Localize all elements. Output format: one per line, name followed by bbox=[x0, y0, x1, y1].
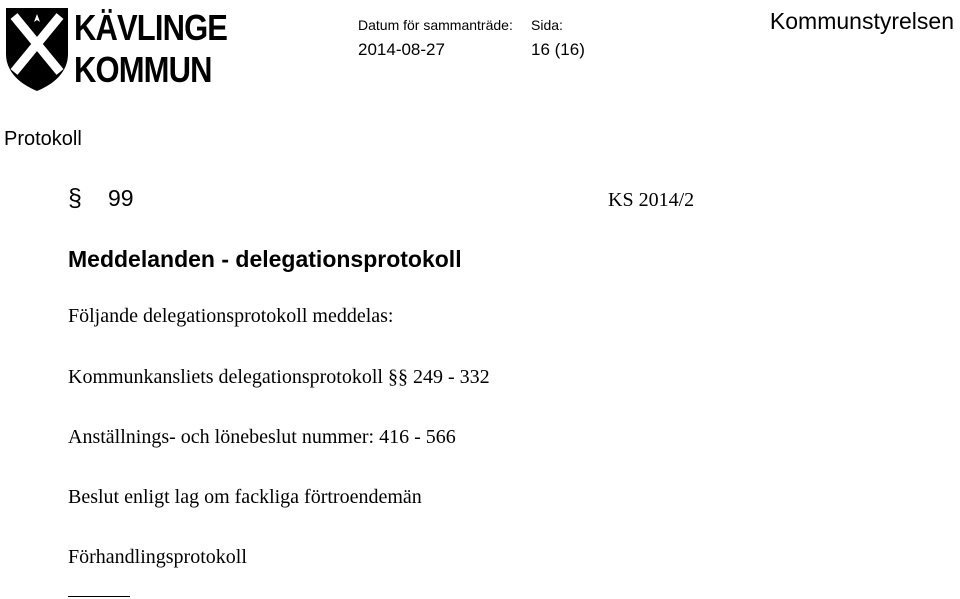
section-number: 99 bbox=[108, 185, 134, 211]
meeting-date-label: Datum för sammanträde: bbox=[358, 17, 513, 33]
body-line: Kommunkansliets delegationsprotokoll §§ 249 - 332 bbox=[68, 366, 490, 388]
committee-name: Kommunstyrelsen bbox=[769, 8, 954, 34]
meeting-date-value: 2014-08-27 bbox=[358, 40, 445, 59]
body-line: Beslut enligt lag om fackliga förtroendemän bbox=[68, 486, 422, 508]
municipality-logo bbox=[4, 6, 244, 96]
page-label: Sida: bbox=[531, 17, 563, 33]
section-symbol: § bbox=[68, 184, 82, 212]
logo-text-line2: KOMMUN bbox=[74, 49, 212, 90]
closing-rule bbox=[68, 596, 130, 597]
page-number: 16 (16) bbox=[531, 40, 585, 59]
body-line: Anställnings- och lönebeslut nummer: 416 - 566 bbox=[68, 426, 456, 448]
section-heading: Meddelanden - delegationsprotokoll bbox=[68, 246, 462, 272]
document-type: Protokoll bbox=[4, 128, 82, 150]
kavlinge-shield-icon bbox=[4, 6, 70, 92]
body-line: Följande delegationsprotokoll meddelas: bbox=[68, 305, 394, 327]
body-line: Förhandlingsprotokoll bbox=[68, 546, 247, 568]
logo-text-line1: KÄVLINGE bbox=[74, 7, 228, 48]
case-number: KS 2014/2 bbox=[608, 189, 695, 211]
